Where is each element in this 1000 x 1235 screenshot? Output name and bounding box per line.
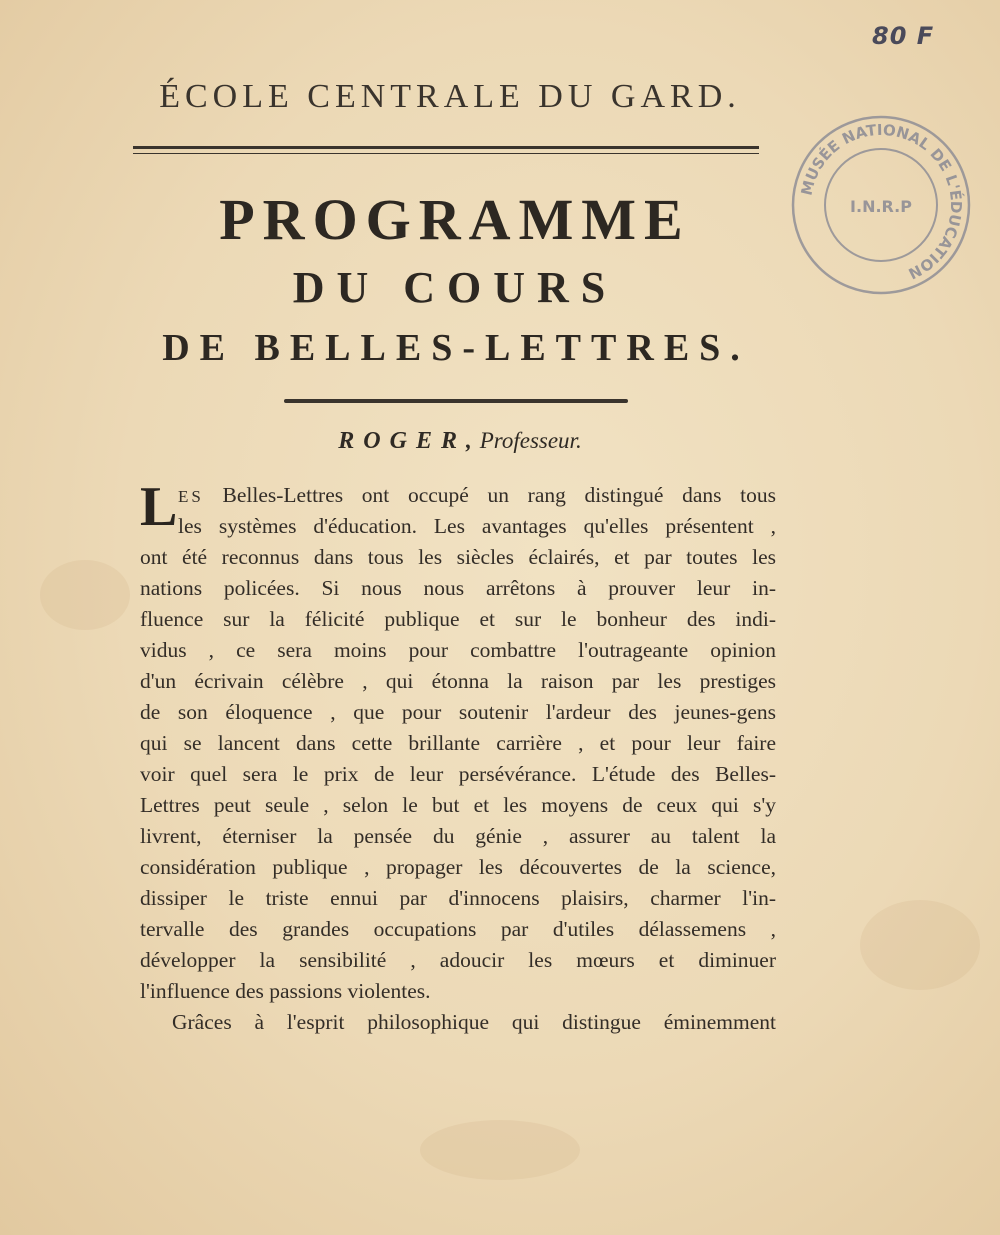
- handwritten-note: 80 F: [872, 22, 935, 50]
- title-du-cours: DU COURS: [292, 263, 618, 312]
- drop-cap-small-caps: ES: [178, 487, 204, 506]
- text-line: l'influence des passions violentes.: [140, 979, 431, 1003]
- text-line: tervalle des grandes occupations par d'utiles délassemens ,: [140, 917, 776, 941]
- author-comma: ,: [465, 428, 472, 453]
- text-line: qui se lancent dans cette brillante carrière , et pour leur faire: [140, 731, 776, 755]
- text-line: Grâces à l'esprit philosophique qui distingue éminemment: [172, 1010, 776, 1034]
- author-line: [140, 428, 780, 455]
- text-line: dissiper le triste ennui par d'innocens plaisirs, charmer l'in-: [140, 886, 776, 910]
- double-rule: [133, 146, 759, 157]
- paragraph-2: [140, 1007, 776, 1038]
- text-line: ont été reconnus dans tous les siècles éclairés, et par toutes les: [140, 545, 776, 569]
- author-name: ROGER: [338, 428, 466, 454]
- text-line: nations policées. Si nous nous arrêtons à prouver leur in-: [140, 576, 776, 600]
- text-line: de son éloquence , que pour soutenir l'ardeur des jeunes-gens: [140, 700, 776, 724]
- text-line: ES Belles-Lettres ont occupé un rang distingué dans tous: [178, 483, 776, 507]
- text-line: les systèmes d'éducation. Les avantages qu'elles présentent ,: [178, 514, 776, 538]
- text-line: fluence sur la félicité publique et sur le bonheur des indi-: [140, 607, 776, 631]
- text-line: développer la sensibilité , adoucir les mœurs et diminuer: [140, 948, 776, 972]
- title-belles-lettres: DE BELLES-LETTRES.: [162, 327, 750, 369]
- text-line: d'un écrivain célèbre , qui étonna la raison par les prestiges: [140, 669, 776, 693]
- text-line: livrent, éterniser la pensée du génie , assurer au talent la: [140, 824, 776, 848]
- paragraph-1: [140, 476, 776, 1007]
- library-stamp: [788, 112, 974, 298]
- school-name: ÉCOLE CENTRALE DU GARD.: [159, 78, 741, 115]
- text-line: Lettres peut seule , selon le but et les moyens de ceux qui s'y: [140, 793, 776, 817]
- text-line: voir quel sera le prix de leur persévérance. L'étude des Belles-: [140, 762, 776, 786]
- stamp-inner-text: I.N.R.P: [850, 197, 912, 216]
- author-role: Professeur.: [479, 428, 582, 453]
- text-line: vidus , ce sera moins pour combattre l'outrageante opinion: [140, 638, 776, 662]
- drop-cap: L: [140, 476, 178, 538]
- stamp-outer-text: MUSÉE NATIONAL DE L'ÉDUCATION: [797, 120, 966, 283]
- decorative-rule: [284, 399, 628, 403]
- title-programme: PROGRAMME: [219, 187, 691, 252]
- body-text: [140, 476, 776, 1038]
- text-line: considération publique , propager les découvertes de la science,: [140, 855, 776, 879]
